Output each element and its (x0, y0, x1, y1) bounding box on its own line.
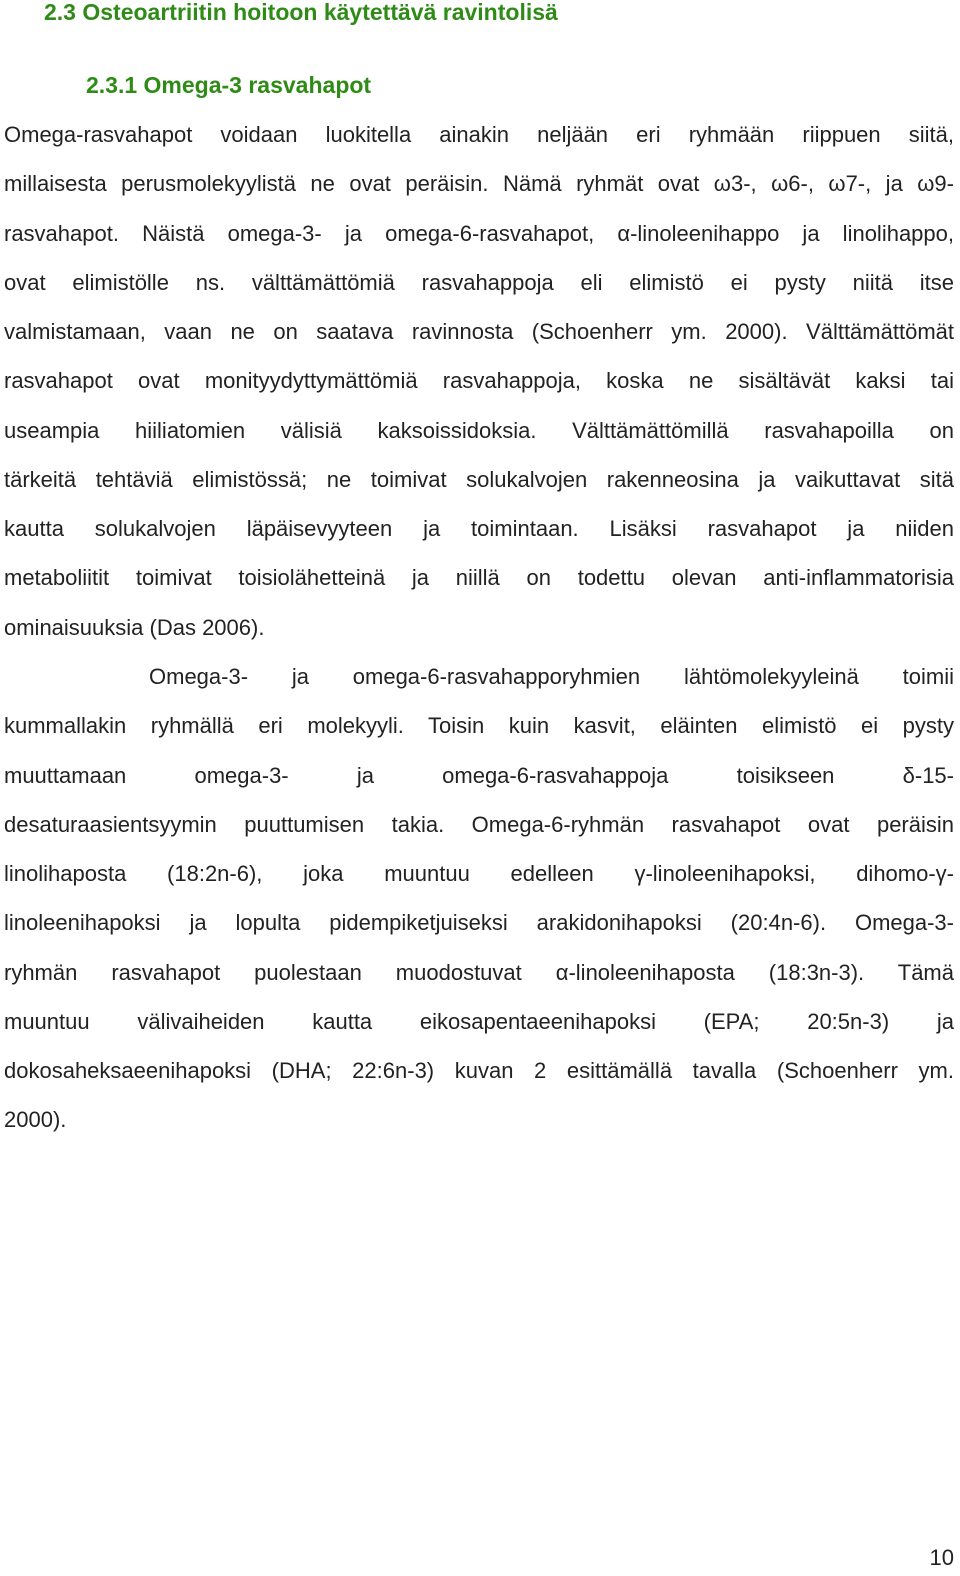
section-heading: 2.3 Osteoartriitin hoitoon käytettävä ravintolisä (44, 0, 558, 25)
paragraph-line: Omega-3- ja omega-6-rasvahapporyhmien lähtömolekyyleinä toimii (149, 664, 954, 689)
paragraph-line: useampia hiiliatomien välisiä kaksoissidoksia. Välttämättömillä rasvahapoilla on (4, 417, 954, 443)
subsection-heading: 2.3.1 Omega-3 rasvahapot (86, 72, 372, 98)
paragraph-line: muuntuu välivaiheiden kautta eikosapentaeenihapoksi (EPA; 20:5n-3) ja (4, 1008, 954, 1034)
paragraph-line: linolihaposta (18:2n-6), joka muuntuu edelleen γ-linoleenihapoksi, dihomo-γ- (4, 861, 954, 886)
paragraph-line: ovat elimistölle ns. välttämättömiä rasvahappoja eli elimistö ei pysty niitä itse (4, 269, 954, 295)
paragraph-line: desaturaasientsyymin puuttumisen takia. Omega-6-ryhmän rasvahapot ovat peräisin (4, 811, 954, 837)
paragraph-line: tärkeitä tehtäviä elimistössä; ne toimivat solukalvojen rakenneosina ja vaikuttavat sitä (4, 466, 954, 492)
paragraph-line: linoleenihapoksi ja lopulta pidempiketjuiseksi arakidonihapoksi (20:4n-6). Omega-3- (4, 910, 954, 936)
paragraph-line: rasvahapot ovat monityydyttymättömiä rasvahappoja, koska ne sisältävät kaksi tai (4, 368, 954, 394)
paragraph-line: muuttamaan omega-3- ja omega-6-rasvahappoja toisikseen δ-15- (4, 762, 954, 788)
paragraph-line: dokosaheksaeenihapoksi (DHA; 22:6n-3) kuvan 2 esittämällä tavalla (Schoenherr ym. (4, 1058, 954, 1083)
paragraph-line: rasvahapot. Näistä omega-3- ja omega-6-rasvahapot, α-linoleenihappo ja linolihappo, (4, 220, 954, 246)
paragraph-line: metaboliitit toimivat toisiolähetteinä ja niillä on todettu olevan anti-inflammatorisia (4, 565, 954, 591)
page-number: 10 (929, 1545, 954, 1570)
paragraph-line: 2000). (4, 1107, 67, 1133)
paragraph-line: millaisesta perusmolekyylistä ne ovat peräisin. Nämä ryhmät ovat ω3-, ω6-, ω7-, ja ω9- (4, 171, 954, 197)
paragraph-line: ominaisuuksia (Das 2006). (4, 614, 265, 640)
paragraph-line: Omega-rasvahapot voidaan luokitella ainakin neljään eri ryhmään riippuen siitä, (4, 122, 954, 147)
paragraph-line: kummallakin ryhmällä eri molekyyli. Toisin kuin kasvit, eläinten elimistö ei pysty (4, 713, 954, 739)
paragraph-2 (4, 652, 954, 1145)
paragraph-1 (4, 110, 954, 652)
paragraph-line: ryhmän rasvahapot puolestaan muodostuvat α-linoleenihaposta (18:3n-3). Tämä (4, 959, 954, 985)
paragraph-line: kautta solukalvojen läpäisevyyteen ja toimintaan. Lisäksi rasvahapot ja niiden (4, 516, 954, 541)
paragraph-line: valmistamaan, vaan ne on saatava ravinnosta (Schoenherr ym. 2000). Välttämättömät (4, 319, 954, 344)
